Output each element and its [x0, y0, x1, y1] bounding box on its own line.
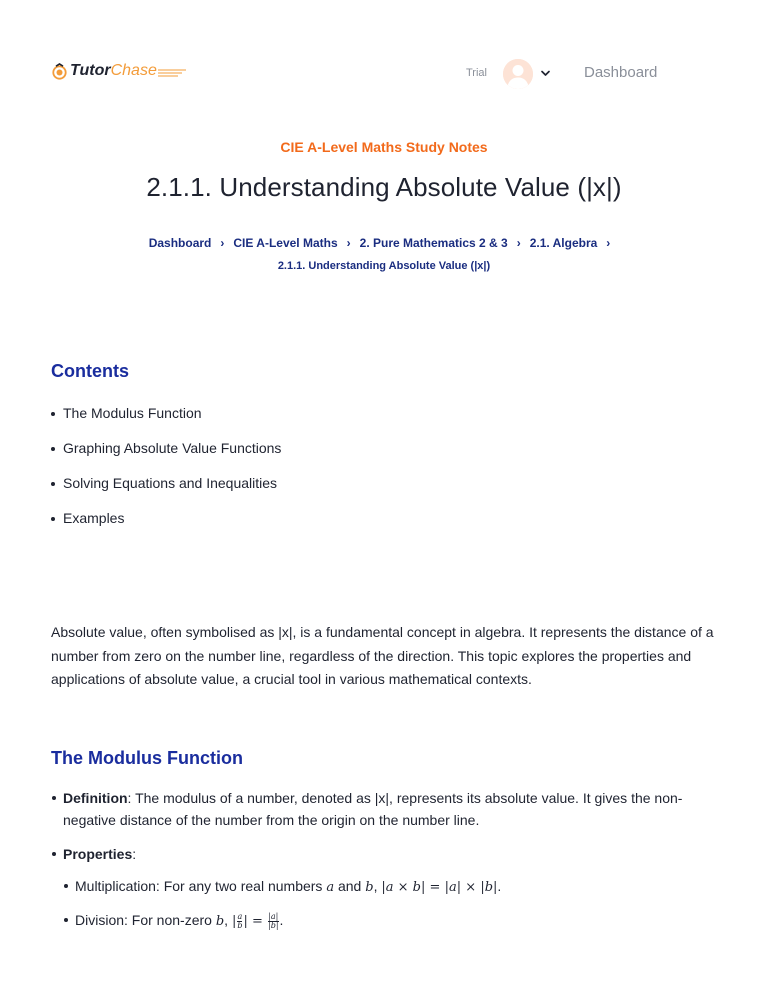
bullet-icon — [51, 412, 55, 416]
user-avatar-icon[interactable] — [503, 59, 533, 89]
properties-list — [63, 875, 501, 943]
breadcrumb-item-unit[interactable]: 2. Pure Mathematics 2 & 3 — [359, 236, 508, 250]
chevron-right-icon: › — [346, 236, 351, 250]
contents-item[interactable] — [51, 440, 281, 475]
tutorchase-logo-icon — [52, 63, 67, 80]
breadcrumb-item-dashboard[interactable]: Dashboard — [148, 236, 212, 250]
subject-label: CIE A-Level Maths Study Notes — [280, 139, 488, 155]
property-multiplication: Multiplication: For any two real numbers a and b, |a × b| = |a| × |b|. — [63, 875, 501, 909]
page-title: 2.1.1. Understanding Absolute Value (|x|) — [146, 172, 622, 202]
chevron-right-icon: › — [516, 236, 521, 250]
contents-item-label[interactable]: The Modulus Function — [63, 405, 202, 421]
math-b: b — [215, 914, 225, 929]
site-header — [0, 58, 768, 90]
contents-item-label[interactable]: Solving Equations and Inequalities — [63, 475, 278, 491]
math-a: a — [326, 880, 335, 895]
properties-item — [51, 843, 731, 875]
math-b: b — [365, 880, 374, 895]
chevron-right-icon: › — [606, 236, 611, 250]
contents-list — [51, 405, 281, 545]
logo-text-tutor: Tutor — [70, 62, 111, 79]
division-formula: | $\frac{a}{b}$ | = $\frac{|a|}{|b|}$ — [231, 912, 279, 930]
chevron-right-icon: › — [220, 236, 225, 250]
multiplication-formula: |a × b| = |a| × |b| — [381, 880, 498, 895]
breadcrumb — [0, 236, 768, 272]
intro-paragraph: Absolute value, often symbolised as |x|, is a fundamental concept in algebra. It represents the distance of a number from zero on the number line, regardless of the direction. This topic explores the properties and applications of absolute value, a crucial tool in various mathematical contexts. — [51, 624, 714, 687]
bullet-icon — [51, 482, 55, 486]
multiplication-text: Multiplication: For any two real numbers — [75, 878, 323, 894]
contents-item[interactable] — [51, 405, 281, 440]
properties-term: Properties — [63, 846, 133, 862]
logo[interactable] — [52, 62, 186, 80]
definition-term: Definition — [63, 790, 128, 806]
contents-heading: Contents — [51, 361, 129, 381]
trial-label: Trial — [466, 67, 487, 79]
contents-item[interactable] — [51, 475, 281, 510]
property-division: Division: For non-zero b, | $\frac{a}{b}$ | = $\frac{|a|}{|b|}$ . — [63, 909, 501, 943]
contents-item[interactable] — [51, 510, 281, 545]
breadcrumb-item-topic[interactable]: 2.1. Algebra — [529, 236, 598, 250]
section-heading: The Modulus Function — [51, 748, 243, 768]
bullet-icon — [51, 447, 55, 451]
contents-item-label[interactable]: Examples — [63, 510, 125, 526]
breadcrumb-item-course[interactable]: CIE A-Level Maths — [233, 236, 338, 250]
breadcrumb-item-current: 2.1.1. Understanding Absolute Value (|x|) — [277, 260, 491, 272]
definition-text: : The modulus of a number, denoted as |x|, represents its absolute value. It gives the non-negative distance of the number from the origin on the number line. — [63, 790, 683, 828]
division-text: Division: For non-zero — [75, 912, 212, 928]
properties-colon: : — [132, 846, 137, 862]
contents-item-label[interactable]: Graphing Absolute Value Functions — [63, 440, 282, 456]
section-list — [51, 787, 731, 875]
logo-lines-icon — [158, 68, 186, 78]
logo-text-chase: Chase — [110, 62, 157, 79]
definition-item — [51, 787, 731, 843]
bullet-icon — [51, 517, 55, 521]
dashboard-link[interactable]: Dashboard — [584, 64, 658, 81]
and-text: and — [337, 878, 362, 894]
chevron-down-icon[interactable] — [540, 68, 551, 79]
